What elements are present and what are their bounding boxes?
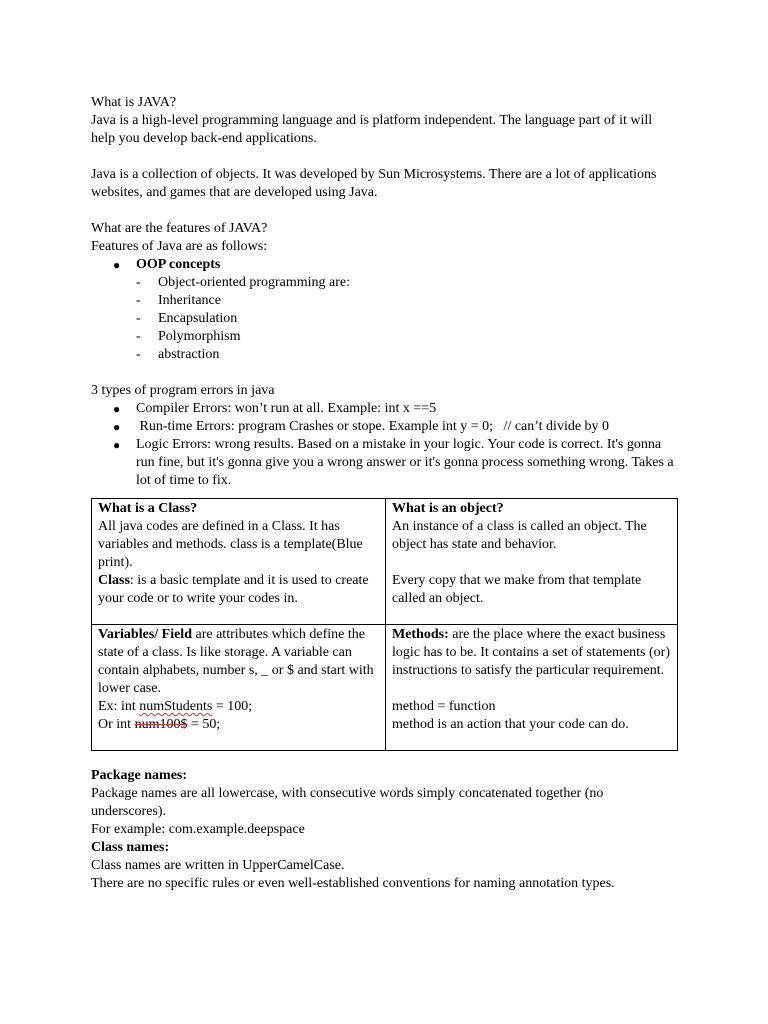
error-item-text: Logic Errors: wrong results. Based on a mistake in your logic. Your code is correct. It's gonna run fine, but it's gonna give you a wrong answer or it's gonna process something wrong. Takes a lot of time to fix. <box>136 437 674 488</box>
variables-bold-label: Variables/ Field <box>98 627 192 642</box>
dash-icon: - <box>136 347 141 362</box>
list-item <box>91 256 678 274</box>
list-item <box>91 346 678 364</box>
class-cell-text: All java codes are defined in a Class. It has variables and methods. class is a template(Blue print). <box>98 519 363 570</box>
example2-suffix: = 50; <box>187 717 221 732</box>
class-bold-label: Class <box>98 573 130 588</box>
package-names-text: Package names are all lowercase, with consecutive words simply concatenated together (no underscores). <box>91 786 604 819</box>
list-item <box>91 436 678 490</box>
spacer <box>91 202 678 220</box>
oop-sub-list <box>91 274 678 364</box>
spacer <box>91 364 678 382</box>
dash-icon: - <box>136 293 141 308</box>
class-names-text: Class names are written in UpperCamelCase. <box>91 858 345 873</box>
bullet-icon: ● <box>113 402 121 416</box>
table-row <box>92 625 678 751</box>
example1-prefix: Ex: int <box>98 699 140 714</box>
bullet-icon: ● <box>113 258 121 272</box>
dash-icon: - <box>136 275 141 290</box>
naming-section <box>91 767 678 893</box>
example2-prefix: Or int <box>98 717 135 732</box>
annotation-names-text: There are no specific rules or even well-established conventions for naming annotation types. <box>91 876 615 891</box>
package-names-example: For example: com.example.deepspace <box>91 822 305 837</box>
object-cell-text: An instance of a class is called an object. The object has state and behavior. <box>392 519 647 552</box>
list-item <box>91 418 678 436</box>
oop-concepts-title: OOP concepts <box>136 257 221 272</box>
object-cell-text2: Every copy that we make from that template called an object. <box>392 573 642 606</box>
variables-cell-text: are attributes which define the state of a class. Is like storage. A variable can contain alphabets, number s, _ or $ and start with lower case. <box>98 627 374 696</box>
object-cell-title: What is an object? <box>392 501 504 516</box>
example1-variable: numStudents <box>139 699 213 714</box>
methods-line2: method is an action that your code can do. <box>392 717 629 732</box>
class-cell-title: What is a Class? <box>98 501 198 516</box>
example2-variable: num100$ <box>134 717 188 732</box>
sub-item-text: abstraction <box>158 347 220 362</box>
dash-icon: - <box>136 329 141 344</box>
list-item <box>91 328 678 346</box>
sub-item-text: Polymorphism <box>158 329 241 344</box>
methods-line1: method = function <box>392 699 496 714</box>
class-cell <box>92 499 386 625</box>
sub-item-text: Inheritance <box>158 293 221 308</box>
errors-title: 3 types of program errors in java <box>91 383 275 398</box>
list-item <box>91 310 678 328</box>
java-definition: Java is a high-level programming language and is platform independent. The language part of it will help you develop back-end applications. <box>91 113 653 146</box>
spacer <box>91 148 678 166</box>
variables-cell <box>92 625 386 751</box>
object-cell <box>386 499 678 625</box>
features-lead: Features of Java are as follows: <box>91 239 268 254</box>
error-item-text: Run-time Errors: program Crashes or stope. Example int y = 0; // can’t divide by 0 <box>136 419 610 434</box>
class-names-title: Class names: <box>91 840 170 855</box>
list-item <box>91 400 678 418</box>
methods-cell <box>386 625 678 751</box>
concepts-table <box>91 498 678 751</box>
package-names-title: Package names: <box>91 768 188 783</box>
class-cell-text2: : is a basic template and it is used to create your code or to write your codes in. <box>98 573 369 606</box>
question-what-is-java: What is JAVA? <box>91 95 177 110</box>
dash-icon: - <box>136 311 141 326</box>
methods-bold-label: Methods: <box>392 627 449 642</box>
table-row <box>92 499 678 625</box>
example1-suffix: = 100; <box>212 699 253 714</box>
methods-cell-text: are the place where the exact business logic has to be. It contains a set of statements (or) instructions to satisfy the particular requirement. <box>392 627 670 678</box>
bullet-icon: ● <box>113 420 121 434</box>
list-item <box>91 274 678 292</box>
list-item <box>91 292 678 310</box>
features-list <box>91 256 678 274</box>
errors-list <box>91 400 678 490</box>
error-item-text: Compiler Errors: won’t run at all. Example: int x ==5 <box>136 401 437 416</box>
java-collection-paragraph: Java is a collection of objects. It was developed by Sun Microsystems. There are a lot of applications websites, and games that are developed using Java. <box>91 167 657 200</box>
sub-item-text: Encapsulation <box>158 311 238 326</box>
sub-item-text: Object-oriented programming are: <box>158 275 351 290</box>
bullet-icon: ● <box>113 438 121 452</box>
question-features: What are the features of JAVA? <box>91 221 268 236</box>
